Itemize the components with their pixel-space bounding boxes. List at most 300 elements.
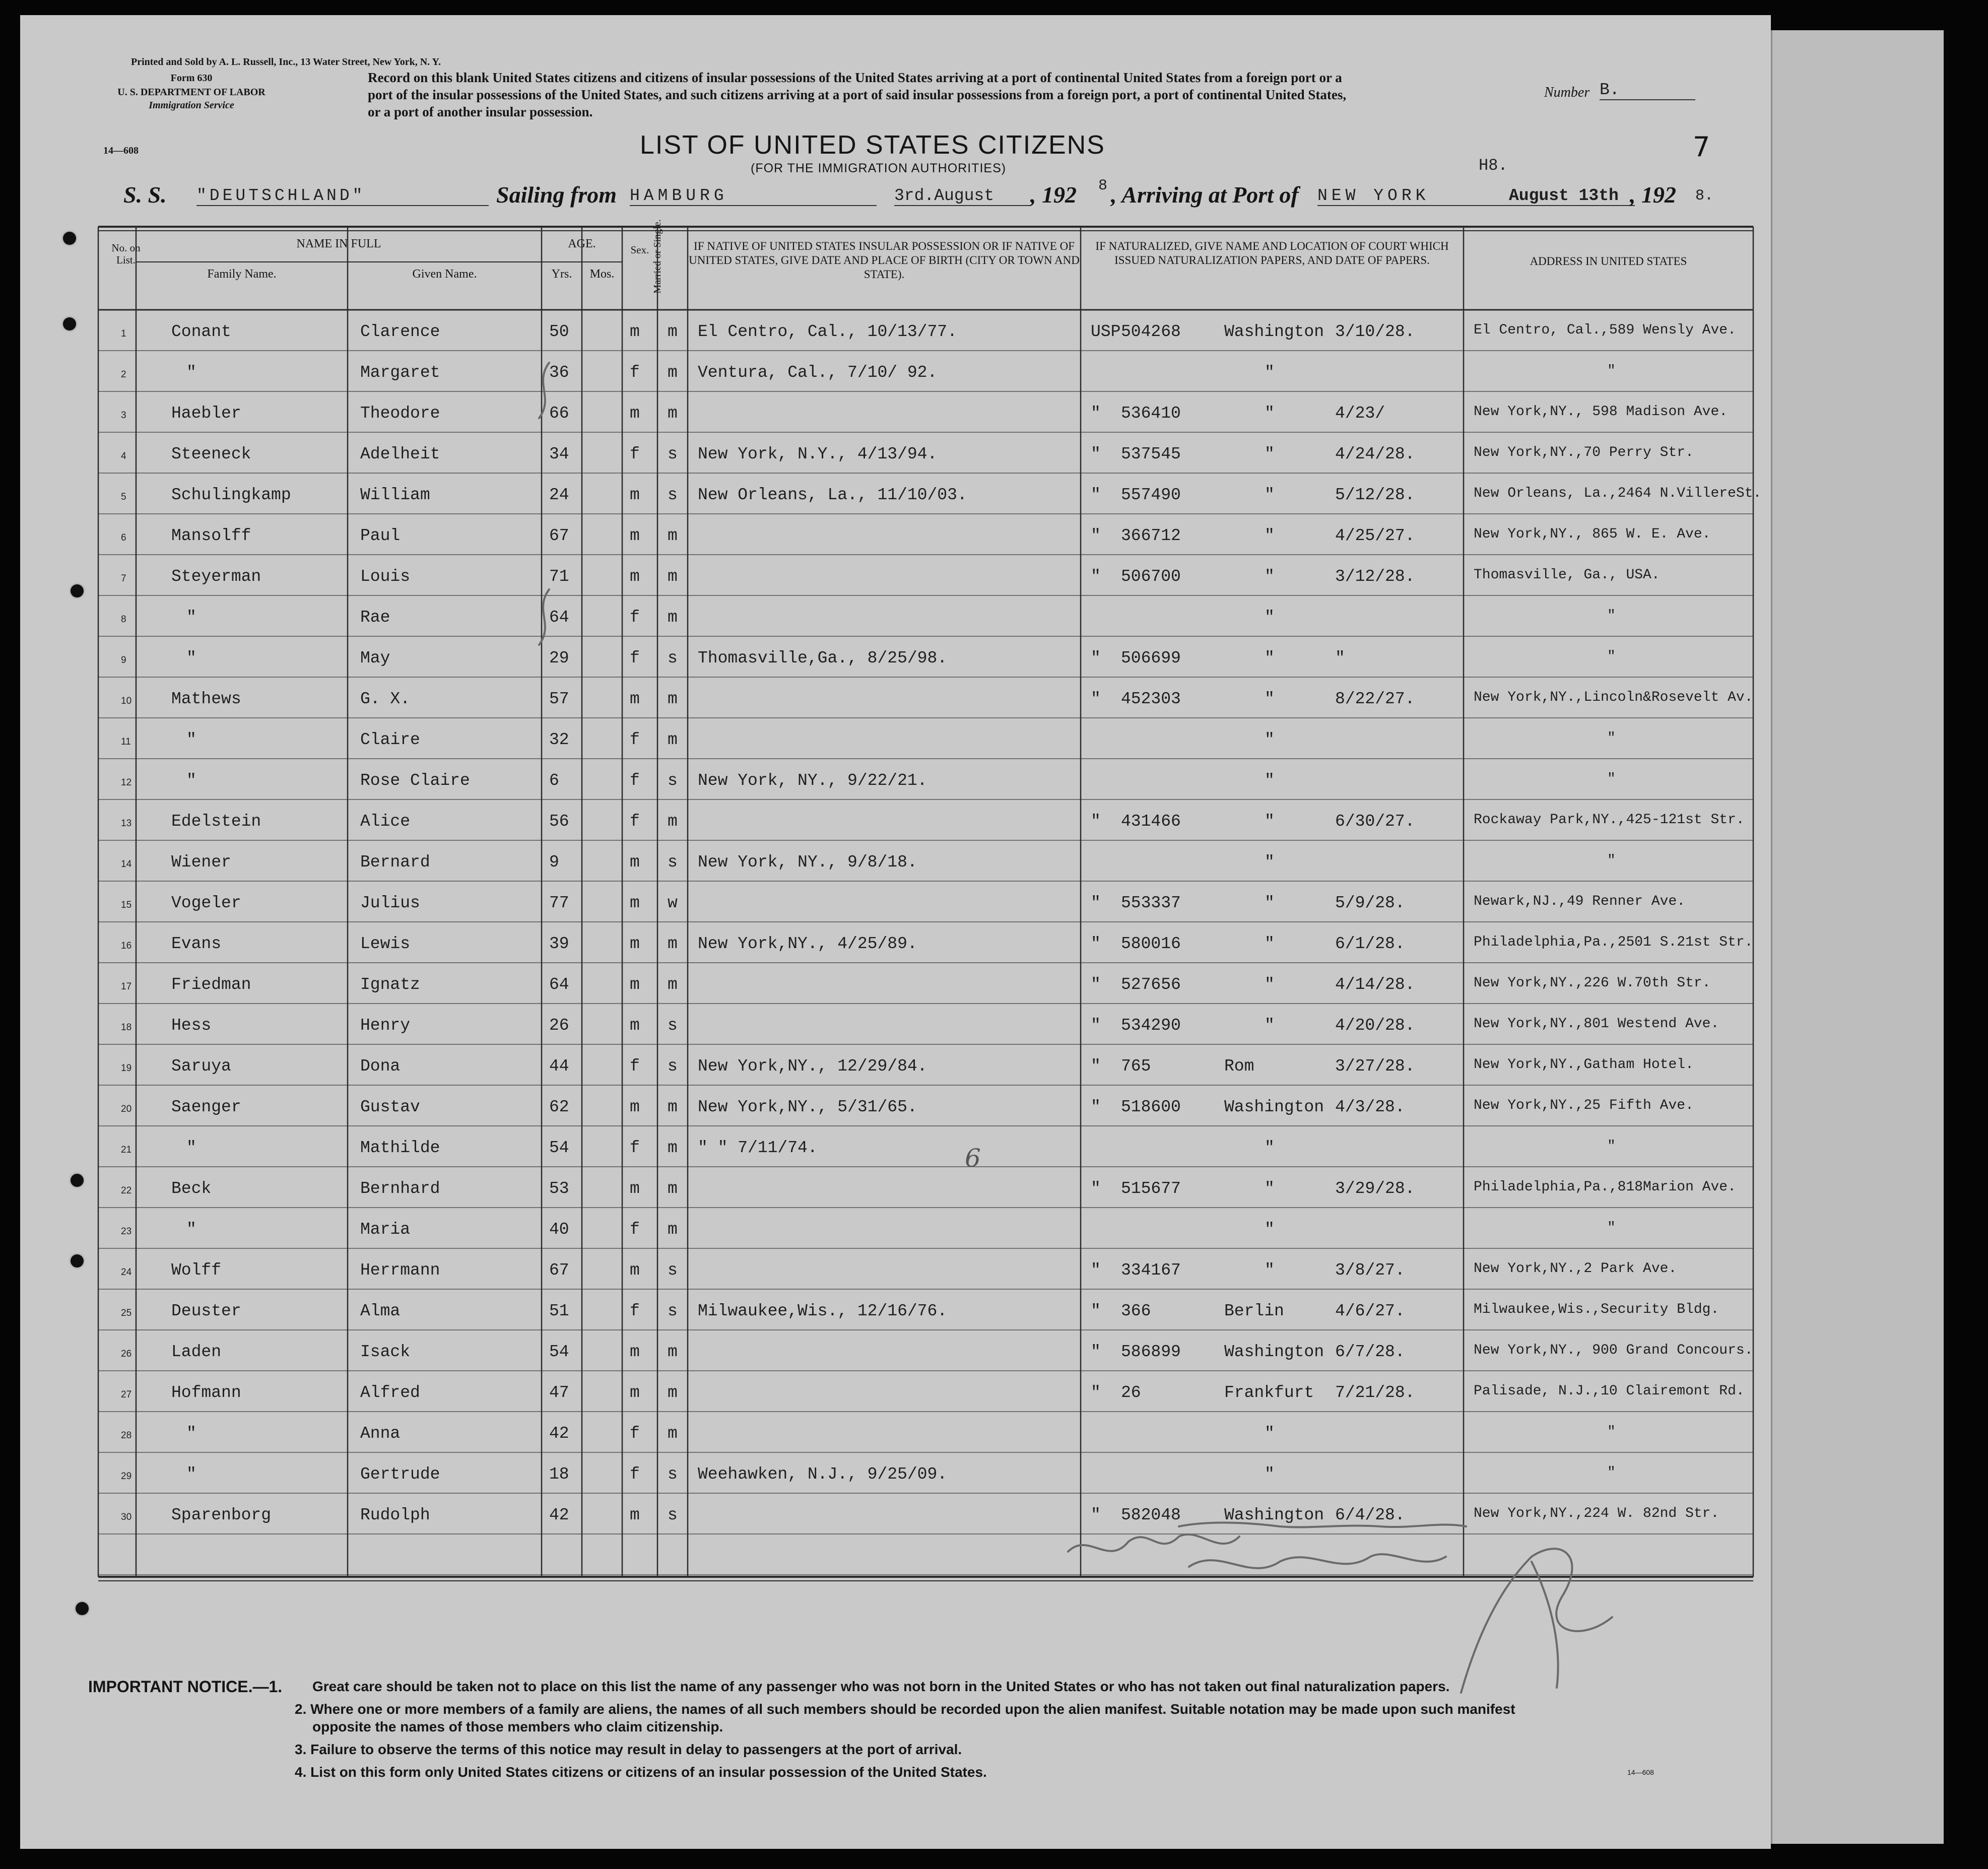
- us-address: New York,NY.,25 Fifth Ave.: [1474, 1098, 1694, 1113]
- naturalization-prefix: ": [1091, 445, 1101, 463]
- given-name: G. X.: [360, 690, 411, 708]
- notice-item-3: 3. Failure to observe the terms of this notice may result in delay to passengers at the port of arrival.: [295, 1742, 962, 1757]
- us-address: New York,NY.,226 W.70th Str.: [1474, 975, 1711, 991]
- age-years: 64: [549, 975, 569, 994]
- marital-status: s: [668, 853, 678, 872]
- naturalization-date: 4/14/28.: [1335, 975, 1415, 994]
- marital-status: m: [668, 975, 678, 994]
- scan-margin: [1771, 30, 1944, 1844]
- row-number: 25: [121, 1308, 132, 1318]
- marital-status: s: [668, 1016, 678, 1035]
- us-address: Thomasville, Ga., USA.: [1474, 567, 1660, 583]
- row-number: 16: [121, 941, 132, 951]
- naturalization-court: Washington: [1224, 1098, 1324, 1116]
- row-number: 1: [121, 328, 126, 339]
- age-years: 36: [549, 363, 569, 382]
- arriving-label: , Arriving at Port of: [1111, 182, 1299, 208]
- naturalization-court: ": [1265, 1139, 1275, 1157]
- naturalization-prefix: ": [1091, 1098, 1101, 1116]
- margin-digit: 6: [965, 1144, 981, 1173]
- row-number: 4: [121, 451, 126, 461]
- naturalization-court: Berlin: [1224, 1302, 1284, 1320]
- family-name: Evans: [171, 934, 222, 953]
- col-header-name-in-full: NAME IN FULL: [296, 237, 381, 250]
- sex: f: [630, 730, 640, 749]
- naturalization-court: ": [1265, 1465, 1275, 1484]
- family-name: Saruya: [171, 1057, 231, 1076]
- page-subtitle: (FOR THE IMMIGRATION AUTHORITIES): [751, 161, 1007, 175]
- naturalization-court: ": [1265, 567, 1275, 586]
- row-number: 3: [121, 410, 126, 421]
- naturalization-prefix: ": [1091, 1016, 1101, 1035]
- given-name: Alma: [360, 1302, 401, 1320]
- naturalization-number: 366712: [1121, 526, 1181, 545]
- given-name: Margaret: [360, 363, 440, 382]
- sex: m: [630, 322, 640, 341]
- given-name: Rae: [360, 608, 390, 627]
- us-address: New Orleans, La.,2464 N.VillereSt.: [1474, 486, 1762, 501]
- marital-status: m: [668, 363, 678, 382]
- us-address: ": [1607, 1139, 1616, 1154]
- us-address: New York,NY., 598 Madison Ave.: [1474, 404, 1728, 420]
- given-name: Ignatz: [360, 975, 420, 994]
- marital-status: s: [668, 1261, 678, 1280]
- row-number: 2: [121, 369, 126, 380]
- notice-item-4: 4. List on this form only United States citizens or citizens of an insular possession of the United States.: [295, 1764, 987, 1780]
- naturalization-date: 7/21/28.: [1335, 1383, 1415, 1402]
- naturalization-date: 6/7/28.: [1335, 1343, 1405, 1361]
- family-name: Conant: [171, 322, 231, 341]
- naturalization-prefix: ": [1091, 812, 1101, 831]
- marital-status: s: [668, 1506, 678, 1524]
- us-address: ": [1607, 363, 1616, 379]
- given-name: Julius: [360, 894, 420, 912]
- year-digit: 8: [1098, 177, 1108, 194]
- age-years: 24: [549, 486, 569, 504]
- age-years: 18: [549, 1465, 569, 1484]
- birth-place-date: El Centro, Cal., 10/13/77.: [698, 322, 957, 341]
- notice-item-2a: 2. Where one or more members of a family are aliens, the names of all such members should be recorded upon the alien manifest. Suitable notation may be made upon such manifest: [295, 1701, 1515, 1717]
- col-header-years: Yrs.: [551, 268, 572, 281]
- age-years: 47: [549, 1383, 569, 1402]
- naturalization-court: Washington: [1224, 1343, 1324, 1361]
- row-number: 9: [121, 655, 126, 665]
- row-number: 29: [121, 1471, 132, 1482]
- naturalization-number: 580016: [1121, 934, 1181, 953]
- marital-status: m: [668, 526, 678, 545]
- family-name: ": [186, 1424, 196, 1443]
- us-address: New York,NY.,70 Perry Str.: [1474, 445, 1694, 460]
- col-header-family-name: Family Name.: [207, 268, 277, 281]
- marital-status: m: [668, 690, 678, 708]
- us-address: New York,NY.,224 W. 82nd Str.: [1474, 1506, 1719, 1521]
- naturalization-date: 3/8/27.: [1335, 1261, 1405, 1280]
- age-years: 64: [549, 608, 569, 627]
- department: U. S. DEPARTMENT OF LABOR: [117, 87, 266, 98]
- row-number: 14: [121, 859, 132, 870]
- naturalization-court: ": [1265, 934, 1275, 953]
- col-header-birth: IF NATIVE OF UNITED STATES INSULAR POSSESSION OR IF NATIVE OF UNITED STATES, GIVE DATE AND PLACE OF BIRTH (CITY OR TOWN AND STATE).: [689, 240, 1080, 281]
- family-name: Haebler: [171, 404, 241, 423]
- service: Immigration Service: [149, 100, 234, 111]
- age-years: 32: [549, 730, 569, 749]
- family-name: ": [186, 1220, 196, 1239]
- col-header-sex: Sex.: [630, 244, 649, 256]
- sex: f: [630, 649, 640, 668]
- row-number: 17: [121, 981, 132, 992]
- given-name: Isack: [360, 1343, 411, 1361]
- naturalization-date: 4/23/: [1335, 404, 1385, 423]
- row-number: 22: [121, 1185, 132, 1196]
- age-years: 67: [549, 526, 569, 545]
- naturalization-court: ": [1265, 445, 1275, 463]
- form-number: Form 630: [170, 73, 213, 84]
- footer-code: 14—608: [1627, 1768, 1654, 1776]
- family-name: Deuster: [171, 1302, 241, 1320]
- naturalization-prefix: ": [1091, 404, 1101, 423]
- age-years: 26: [549, 1016, 569, 1035]
- naturalization-date: 3/12/28.: [1335, 567, 1415, 586]
- sex: m: [630, 1343, 640, 1361]
- marital-status: m: [668, 812, 678, 831]
- us-address: ": [1607, 1424, 1616, 1440]
- marital-status: m: [668, 404, 678, 423]
- sex: f: [630, 608, 640, 627]
- us-address: ": [1607, 1220, 1616, 1236]
- family-name: ": [186, 608, 196, 627]
- row-number: 30: [121, 1512, 132, 1522]
- age-years: 62: [549, 1098, 569, 1116]
- given-name: Alfred: [360, 1383, 420, 1402]
- sex: f: [630, 812, 640, 831]
- naturalization-court: ": [1265, 894, 1275, 912]
- given-name: Lewis: [360, 934, 411, 953]
- row-number: 26: [121, 1349, 132, 1359]
- naturalization-court: ": [1265, 526, 1275, 545]
- us-address: ": [1607, 853, 1616, 869]
- punch-hole: [71, 1254, 84, 1267]
- naturalization-prefix: ": [1091, 934, 1101, 953]
- family-name: ": [186, 730, 196, 749]
- marital-status: m: [668, 322, 678, 341]
- ss-label: S. S.: [123, 182, 167, 208]
- col-header-months: Mos.: [589, 268, 615, 281]
- record-instructions-1: Record on this blank United States citizens and citizens of insular possessions of the United States arriving at a port of continental United States from a foreign port or a: [368, 70, 1342, 85]
- sex: f: [630, 363, 640, 382]
- naturalization-date: 4/3/28.: [1335, 1098, 1405, 1116]
- naturalization-number: 26: [1121, 1383, 1141, 1402]
- marital-status: m: [668, 730, 678, 749]
- sex: f: [630, 445, 640, 463]
- naturalization-court: ": [1265, 363, 1275, 382]
- naturalization-prefix: ": [1091, 1261, 1101, 1280]
- given-name: Dona: [360, 1057, 401, 1076]
- family-name: Schulingkamp: [171, 486, 291, 504]
- family-name: Saenger: [171, 1098, 241, 1116]
- notice-item-2b: opposite the names of those members who claim citizenship.: [312, 1719, 723, 1734]
- sex: m: [630, 1261, 640, 1280]
- notice-item-1: Great care should be taken not to place on this list the name of any passenger who was not born in the United States or who has not taken out final naturalization papers.: [312, 1679, 1450, 1694]
- row-number: 12: [121, 777, 132, 788]
- naturalization-prefix: ": [1091, 690, 1101, 708]
- marital-status: m: [668, 1343, 678, 1361]
- us-address: ": [1607, 1465, 1616, 1481]
- birth-place-date: New Orleans, La., 11/10/03.: [698, 486, 967, 504]
- given-name: Anna: [360, 1424, 401, 1443]
- age-years: 54: [549, 1139, 569, 1157]
- family-name: ": [186, 1465, 196, 1484]
- number-label: Number: [1544, 85, 1590, 100]
- age-years: 34: [549, 445, 569, 463]
- naturalization-prefix: ": [1091, 1343, 1101, 1361]
- col-header-no: No. on List.: [111, 242, 141, 266]
- row-number: 6: [121, 532, 126, 543]
- sex: m: [630, 1383, 640, 1402]
- us-address: Palisade, N.J.,10 Clairemont Rd.: [1474, 1383, 1745, 1399]
- naturalization-date: 5/12/28.: [1335, 486, 1415, 504]
- sex: m: [630, 975, 640, 994]
- sex: m: [630, 690, 640, 708]
- us-address: Philadelphia,Pa.,2501 S.21st Str.: [1474, 934, 1753, 950]
- naturalization-number: 536410: [1121, 404, 1181, 423]
- naturalization-prefix: ": [1091, 486, 1101, 504]
- naturalization-court: ": [1265, 730, 1275, 749]
- naturalization-court: Frankfurt: [1224, 1383, 1314, 1402]
- age-years: 50: [549, 322, 569, 341]
- marital-status: s: [668, 1302, 678, 1320]
- row-number: 27: [121, 1389, 132, 1400]
- row-number: 15: [121, 900, 132, 910]
- family-name: Mathews: [171, 690, 241, 708]
- naturalization-number: 515677: [1121, 1179, 1181, 1198]
- marital-status: w: [668, 894, 678, 912]
- family-name: Edelstein: [171, 812, 261, 831]
- printer-line: Printed and Sold by A. L. Russell, Inc., 13 Water Street, New York, N. Y.: [131, 56, 441, 68]
- naturalization-court: ": [1265, 690, 1275, 708]
- sex: m: [630, 404, 640, 423]
- given-name: Rose Claire: [360, 771, 470, 790]
- marital-status: m: [668, 1220, 678, 1239]
- naturalization-court: Rom: [1224, 1057, 1254, 1076]
- us-address: Milwaukee,Wis.,Security Bldg.: [1474, 1302, 1719, 1317]
- sex: f: [630, 1139, 640, 1157]
- arrival-port: NEW YORK: [1317, 186, 1509, 206]
- naturalization-prefix: ": [1091, 975, 1101, 994]
- number-value: B.: [1600, 81, 1695, 100]
- age-years: 6: [549, 771, 559, 790]
- punch-hole: [71, 1174, 84, 1187]
- naturalization-court: ": [1265, 1424, 1275, 1443]
- us-address: New York,NY.,2 Park Ave.: [1474, 1261, 1677, 1277]
- record-instructions-3: or a port of another insular possession.: [368, 104, 593, 119]
- naturalization-date: 6/30/27.: [1335, 812, 1415, 831]
- row-number: 8: [121, 614, 126, 625]
- naturalization-number: 334167: [1121, 1261, 1181, 1280]
- age-years: 77: [549, 894, 569, 912]
- age-years: 44: [549, 1057, 569, 1076]
- sex: m: [630, 934, 640, 953]
- naturalization-court: ": [1265, 1220, 1275, 1239]
- birth-place-date: " " 7/11/74.: [698, 1139, 818, 1157]
- naturalization-court: ": [1265, 404, 1275, 423]
- naturalization-court: ": [1265, 649, 1275, 668]
- naturalization-number: 537545: [1121, 445, 1181, 463]
- ship-name: "DEUTSCHLAND": [196, 186, 489, 206]
- given-name: Adelheit: [360, 445, 440, 463]
- us-address: ": [1607, 649, 1616, 664]
- marital-status: m: [668, 1424, 678, 1443]
- col-header-naturalized: IF NATURALIZED, GIVE NAME AND LOCATION OF COURT WHICH ISSUED NATURALIZATION PAPERS, AND DATE OF PAPERS.: [1095, 240, 1449, 266]
- given-name: Claire: [360, 730, 420, 749]
- notice-heading: IMPORTANT NOTICE.—1.: [88, 1678, 283, 1696]
- naturalization-number: 506700: [1121, 567, 1181, 586]
- sex: m: [630, 526, 640, 545]
- naturalization-court: Washington: [1224, 1506, 1324, 1524]
- row-number: 13: [121, 818, 132, 829]
- us-address: ": [1607, 771, 1616, 787]
- naturalization-number: 431466: [1121, 812, 1181, 831]
- marital-status: s: [668, 486, 678, 504]
- marital-status: m: [668, 608, 678, 627]
- table-grid: [20, 15, 1771, 1849]
- sailing-from: HAMBURG: [630, 186, 877, 206]
- family-name: Mansolff: [171, 526, 251, 545]
- sex: f: [630, 1465, 640, 1484]
- birth-place-date: Weehawken, N.J., 9/25/09.: [698, 1465, 948, 1484]
- given-name: Clarence: [360, 322, 440, 341]
- form-code: 14—608: [103, 145, 139, 156]
- naturalization-date: 4/24/28.: [1335, 445, 1415, 463]
- sex: f: [630, 1057, 640, 1076]
- us-address: New York,NY.,Lincoln&Rosevelt Av.: [1474, 690, 1753, 705]
- naturalization-prefix: ": [1091, 649, 1101, 668]
- naturalization-prefix: ": [1091, 1302, 1101, 1320]
- naturalization-prefix: ": [1091, 1383, 1101, 1402]
- given-name: Alice: [360, 812, 411, 831]
- family-name: Friedman: [171, 975, 251, 994]
- naturalization-court: ": [1265, 853, 1275, 872]
- age-years: 29: [549, 649, 569, 668]
- family-name: Sparenborg: [171, 1506, 272, 1524]
- given-name: Maria: [360, 1220, 411, 1239]
- naturalization-court: ": [1265, 1261, 1275, 1280]
- birth-place-date: New York,NY., 12/29/84.: [698, 1057, 927, 1076]
- naturalization-number: 765: [1121, 1057, 1151, 1076]
- sex: f: [630, 1302, 640, 1320]
- marital-status: s: [668, 445, 678, 463]
- row-number: 18: [121, 1022, 132, 1033]
- sex: m: [630, 1506, 640, 1524]
- row-number: 19: [121, 1063, 132, 1074]
- family-name: Beck: [171, 1179, 212, 1198]
- naturalization-date: 8/22/27.: [1335, 690, 1415, 708]
- marital-status: m: [668, 1098, 678, 1116]
- given-name: Gustav: [360, 1098, 420, 1116]
- us-address: New York,NY.,Gatham Hotel.: [1474, 1057, 1694, 1073]
- marital-status: m: [668, 1383, 678, 1402]
- sex: m: [630, 567, 640, 586]
- naturalization-number: 452303: [1121, 690, 1181, 708]
- family-name: ": [186, 649, 196, 668]
- col-header-given-name: Given Name.: [412, 268, 477, 281]
- us-address: New York,NY., 900 Grand Concours.: [1474, 1343, 1753, 1358]
- naturalization-date: 4/25/27.: [1335, 526, 1415, 545]
- naturalization-number: 504268: [1121, 322, 1181, 341]
- sex: m: [630, 894, 640, 912]
- naturalization-number: 527656: [1121, 975, 1181, 994]
- row-number: 5: [121, 492, 126, 502]
- given-name: Herrmann: [360, 1261, 440, 1280]
- naturalization-date: 6/4/28.: [1335, 1506, 1405, 1524]
- age-years: 40: [549, 1220, 569, 1239]
- marital-status: m: [668, 567, 678, 586]
- naturalization-number: 586899: [1121, 1343, 1181, 1361]
- sex: m: [630, 1098, 640, 1116]
- family-name: Vogeler: [171, 894, 241, 912]
- family-name: ": [186, 771, 196, 790]
- family-name: Wolff: [171, 1261, 222, 1280]
- row-number: 20: [121, 1104, 132, 1114]
- family-name: Steeneck: [171, 445, 251, 463]
- sex: f: [630, 771, 640, 790]
- arrival-date: August 13th: [1509, 186, 1635, 206]
- us-address: ": [1607, 608, 1616, 624]
- row-number: 11: [121, 737, 131, 747]
- naturalization-prefix: ": [1091, 567, 1101, 586]
- row-number: 7: [121, 573, 126, 584]
- birth-place-date: New York, NY., 9/8/18.: [698, 853, 917, 872]
- us-address: ": [1607, 730, 1616, 746]
- naturalization-court: ": [1265, 486, 1275, 504]
- naturalization-date: 4/20/28.: [1335, 1016, 1415, 1035]
- age-years: 9: [549, 853, 559, 872]
- naturalization-prefix: ": [1091, 1506, 1101, 1524]
- row-number: 21: [121, 1145, 132, 1155]
- age-years: 42: [549, 1506, 569, 1524]
- row-number: 28: [121, 1430, 132, 1441]
- birth-place-date: Thomasville,Ga., 8/25/98.: [698, 649, 948, 668]
- naturalization-date: 3/27/28.: [1335, 1057, 1415, 1076]
- marital-status: m: [668, 1139, 678, 1157]
- naturalization-date: 5/9/28.: [1335, 894, 1405, 912]
- naturalization-court: ": [1265, 608, 1275, 627]
- sex: f: [630, 1424, 640, 1443]
- naturalization-court: Washington: [1224, 322, 1324, 341]
- age-years: 51: [549, 1302, 569, 1320]
- birth-place-date: Milwaukee,Wis., 12/16/76.: [698, 1302, 948, 1320]
- naturalization-date: 3/29/28.: [1335, 1179, 1415, 1198]
- marital-status: m: [668, 934, 678, 953]
- sex: m: [630, 853, 640, 872]
- given-name: Paul: [360, 526, 401, 545]
- given-name: Bernhard: [360, 1179, 440, 1198]
- sail-date: 3rd.August: [894, 186, 1030, 206]
- naturalization-prefix: ": [1091, 1057, 1101, 1076]
- naturalization-number: 366: [1121, 1302, 1151, 1320]
- age-years: 56: [549, 812, 569, 831]
- birth-place-date: New York, NY., 9/22/21.: [698, 771, 927, 790]
- form-page: [20, 15, 1771, 1849]
- row-number: 23: [121, 1226, 132, 1237]
- sailing-label: Sailing from: [496, 182, 617, 208]
- us-address: Philadelphia,Pa.,818Marion Ave.: [1474, 1179, 1736, 1195]
- family-name: Wiener: [171, 853, 231, 872]
- family-name: Hess: [171, 1016, 212, 1035]
- family-name: Laden: [171, 1343, 222, 1361]
- row-number: 24: [121, 1267, 132, 1278]
- page-mark: H8.: [1479, 156, 1508, 175]
- naturalization-court: ": [1265, 975, 1275, 994]
